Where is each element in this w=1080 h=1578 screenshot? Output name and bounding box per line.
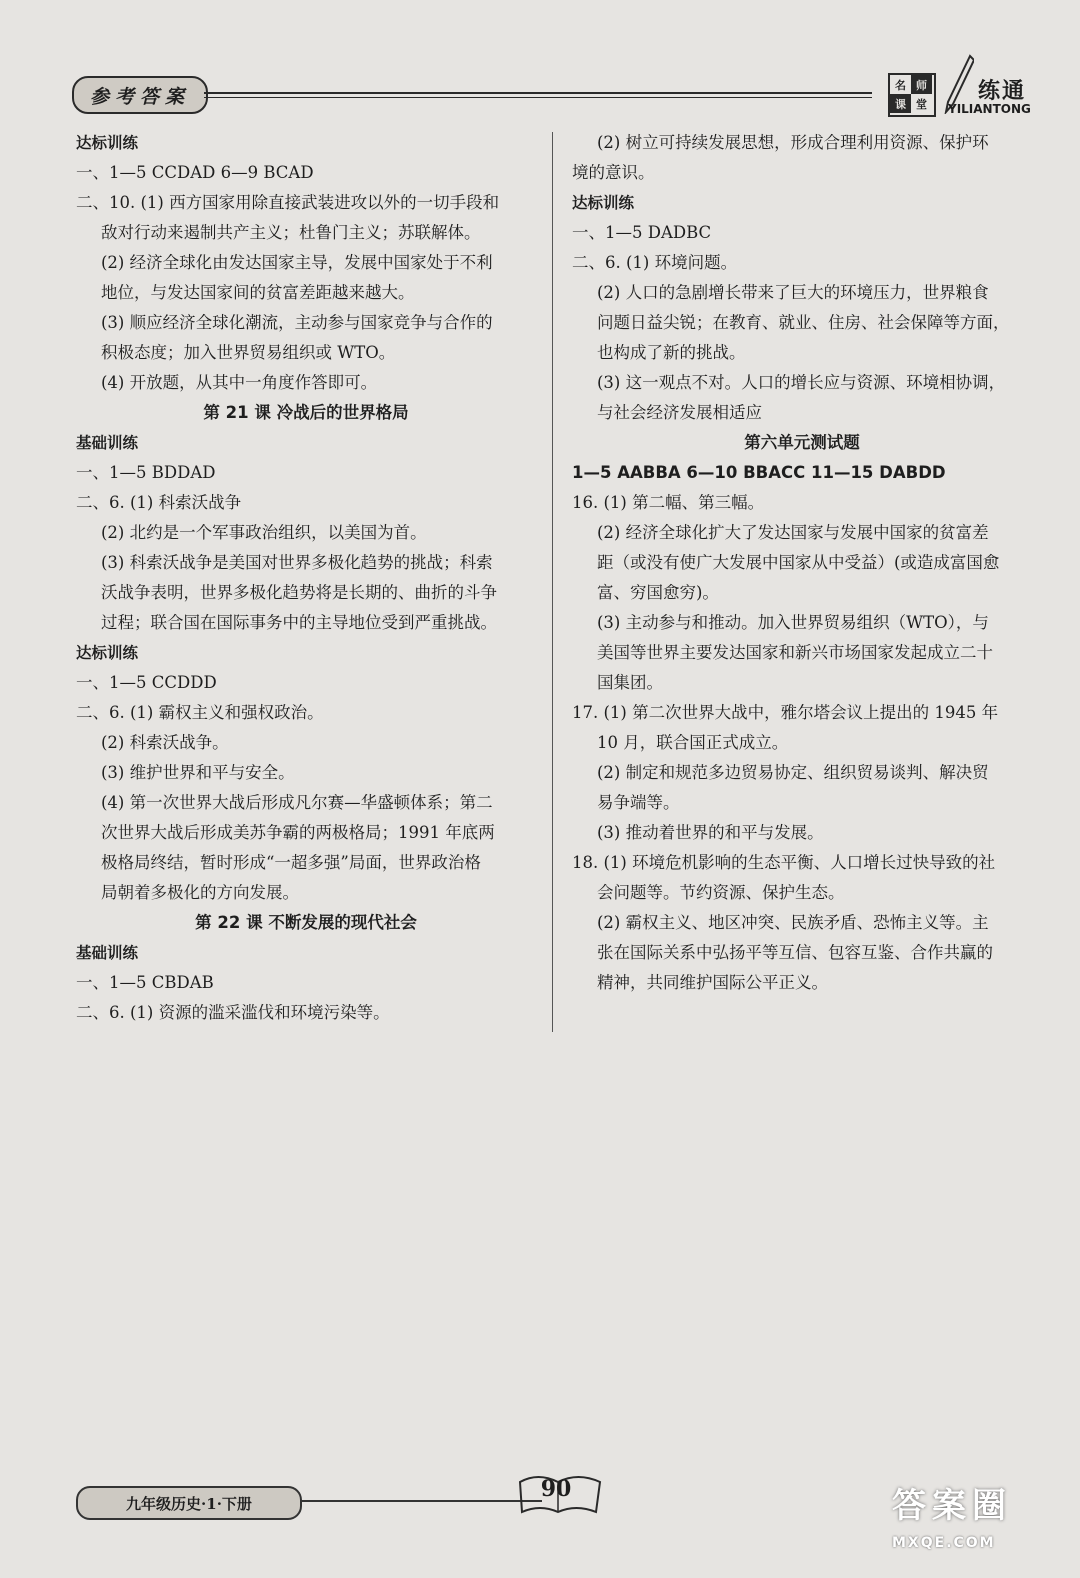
answer-line: (3) 科索沃战争是美国对世界多极化趋势的挑战；科索 bbox=[101, 553, 493, 572]
answer-line: 一、1—5 CCDAD 6—9 BCAD bbox=[76, 163, 314, 182]
answer-line: 沃战争表明，世界多极化趋势将是长期的、曲折的斗争 bbox=[101, 583, 497, 602]
answer-line: 过程；联合国在国际事务中的主导地位受到严重挑战。 bbox=[101, 613, 497, 632]
answer-line: 一、1—5 BDDAD bbox=[76, 463, 216, 482]
answer-line: 国集团。 bbox=[597, 673, 663, 692]
answer-line: 10 月，联合国正式成立。 bbox=[597, 733, 789, 752]
lesson-title: 第 21 课 冷战后的世界格局 bbox=[203, 403, 409, 422]
answer-line: (2) 经济全球化由发达国家主导，发展中国家处于不利 bbox=[101, 253, 493, 272]
answer-line: 一、1—5 DADBC bbox=[572, 223, 712, 242]
answer-line: (3) 主动参与和推动。加入世界贸易组织（WTO），与 bbox=[597, 613, 989, 632]
answer-line: (2) 树立可持续发展思想，形成合理利用资源、保护环 bbox=[597, 133, 989, 152]
answer-line: 极格局终结，暂时形成“一超多强”局面，世界政治格 bbox=[101, 853, 481, 872]
footer-rule bbox=[300, 1500, 542, 1502]
brand-name: 练通 bbox=[978, 78, 1027, 104]
answer-line: 16. (1) 第二幅、第三幅。 bbox=[572, 493, 765, 512]
answer-line: 18. (1) 环境危机影响的生态平衡、人口增长过快导致的社 bbox=[572, 853, 996, 872]
watermark-title: 答案圈 bbox=[892, 1486, 1012, 1526]
answer-line: 局朝着多极化的方向发展。 bbox=[101, 883, 299, 902]
answer-line: (2) 科索沃战争。 bbox=[101, 733, 229, 752]
answer-line: 地位，与发达国家间的贫富差距越来越大。 bbox=[101, 283, 415, 302]
section-heading: 达标训练 bbox=[76, 134, 139, 152]
answer-line: 精神，共同维护国际公平正义。 bbox=[597, 973, 828, 992]
brand-cell: 名 bbox=[895, 78, 906, 92]
answer-line: (4) 开放题，从其中一角度作答即可。 bbox=[101, 373, 378, 392]
answer-line: 易争端等。 bbox=[597, 793, 680, 812]
answer-line: 境的意识。 bbox=[572, 163, 655, 182]
answer-line: 二、6. (1) 霸权主义和强权政治。 bbox=[76, 703, 324, 722]
header-rule-thin bbox=[204, 97, 872, 98]
brand-cell: 课 bbox=[890, 94, 911, 113]
answer-line: (2) 经济全球化扩大了发达国家与发展中国家的贫富差 bbox=[597, 523, 989, 542]
section-heading: 基础训练 bbox=[76, 944, 139, 962]
brand-cell: 师 bbox=[911, 75, 932, 94]
answer-line: (3) 这一观点不对。人口的增长应与资源、环境相协调， bbox=[597, 373, 1006, 392]
answer-line: 二、6. (1) 资源的滥采滥伐和环境污染等。 bbox=[76, 1003, 390, 1022]
answer-line: 1—5 AABBA 6—10 BBACC 11—15 DABDD bbox=[572, 463, 946, 482]
answer-line: 距（或没有使广大发展中国家从中受益）(或造成富国愈 bbox=[597, 553, 1000, 572]
watermark-url: MXQE.COM bbox=[892, 1535, 996, 1551]
answer-line: 会问题等。节约资源、保护生态。 bbox=[597, 883, 845, 902]
section-heading: 基础训练 bbox=[76, 434, 139, 452]
answer-line: 积极态度；加入世界贸易组织或 WTO。 bbox=[101, 343, 396, 362]
answer-line: 次世界大战后形成美苏争霸的两极格局；1991 年底两 bbox=[101, 823, 495, 842]
answer-line: (2) 霸权主义、地区冲突、民族矛盾、恐怖主义等。主 bbox=[597, 913, 989, 932]
answer-line: (2) 制定和规范多边贸易协定、组织贸易谈判、解决贸 bbox=[597, 763, 989, 782]
answer-line: 17. (1) 第二次世界大战中，雅尔塔会议上提出的 1945 年 bbox=[572, 703, 999, 722]
section-heading: 达标训练 bbox=[76, 644, 139, 662]
page-number bbox=[516, 1468, 606, 1518]
answer-line: 也构成了新的挑战。 bbox=[597, 343, 746, 362]
answer-line: 一、1—5 CBDAB bbox=[76, 973, 214, 992]
answer-line: 问题日益尖锐；在教育、就业、住房、社会保障等方面， bbox=[597, 313, 1010, 332]
answer-line: 一、1—5 CCDDD bbox=[76, 673, 217, 692]
answer-line: 二、6. (1) 环境问题。 bbox=[572, 253, 738, 272]
answer-line: 二、6. (1) 科索沃战争 bbox=[76, 493, 242, 512]
page-header bbox=[0, 0, 1080, 130]
section-heading: 达标训练 bbox=[572, 194, 635, 212]
brand-cell: 堂 bbox=[916, 97, 927, 111]
page-number-text: 90 bbox=[540, 1476, 572, 1502]
answer-line: (3) 维护世界和平与安全。 bbox=[101, 763, 295, 782]
lesson-title: 第 22 课 不断发展的现代社会 bbox=[195, 913, 417, 932]
answer-line: (4) 第一次世界大战后形成凡尔赛—华盛顿体系；第二 bbox=[101, 793, 493, 812]
answer-line: 张在国际关系中弘扬平等互信、包容互鉴、合作共赢的 bbox=[597, 943, 993, 962]
answer-line: (3) 顺应经济全球化潮流，主动参与国家竞争与合作的 bbox=[101, 313, 493, 332]
answer-line: (3) 推动着世界的和平与发展。 bbox=[597, 823, 824, 842]
answer-badge: 参考答案 bbox=[72, 76, 208, 114]
header-rule bbox=[204, 92, 872, 94]
answer-line: (2) 人口的急剧增长带来了巨大的环境压力，世界粮食 bbox=[597, 283, 989, 302]
answer-line: 与社会经济发展相适应 bbox=[597, 403, 762, 422]
unit-test-title: 第六单元测试题 bbox=[744, 433, 860, 452]
left-column bbox=[76, 128, 536, 1028]
answer-line: 二、10. (1) 西方国家用除直接武装进攻以外的一切手段和 bbox=[76, 193, 500, 212]
brand-subtitle: YILIANTONG bbox=[948, 102, 1031, 116]
answer-line: 敌对行动来遏制共产主义；杜鲁门主义；苏联解体。 bbox=[101, 223, 481, 242]
answer-line: 富、穷国愈穷)。 bbox=[597, 583, 719, 602]
watermark bbox=[892, 1478, 1072, 1551]
brand-logo bbox=[888, 73, 936, 117]
answer-line: (2) 北约是一个军事政治组织，以美国为首。 bbox=[101, 523, 427, 542]
answer-line: 美国等世界主要发达国家和新兴市场国家发起成立二十 bbox=[597, 643, 993, 662]
grade-label: 九年级历史·1·下册 bbox=[76, 1486, 302, 1520]
column-divider bbox=[552, 132, 553, 1032]
right-column bbox=[572, 128, 1032, 998]
